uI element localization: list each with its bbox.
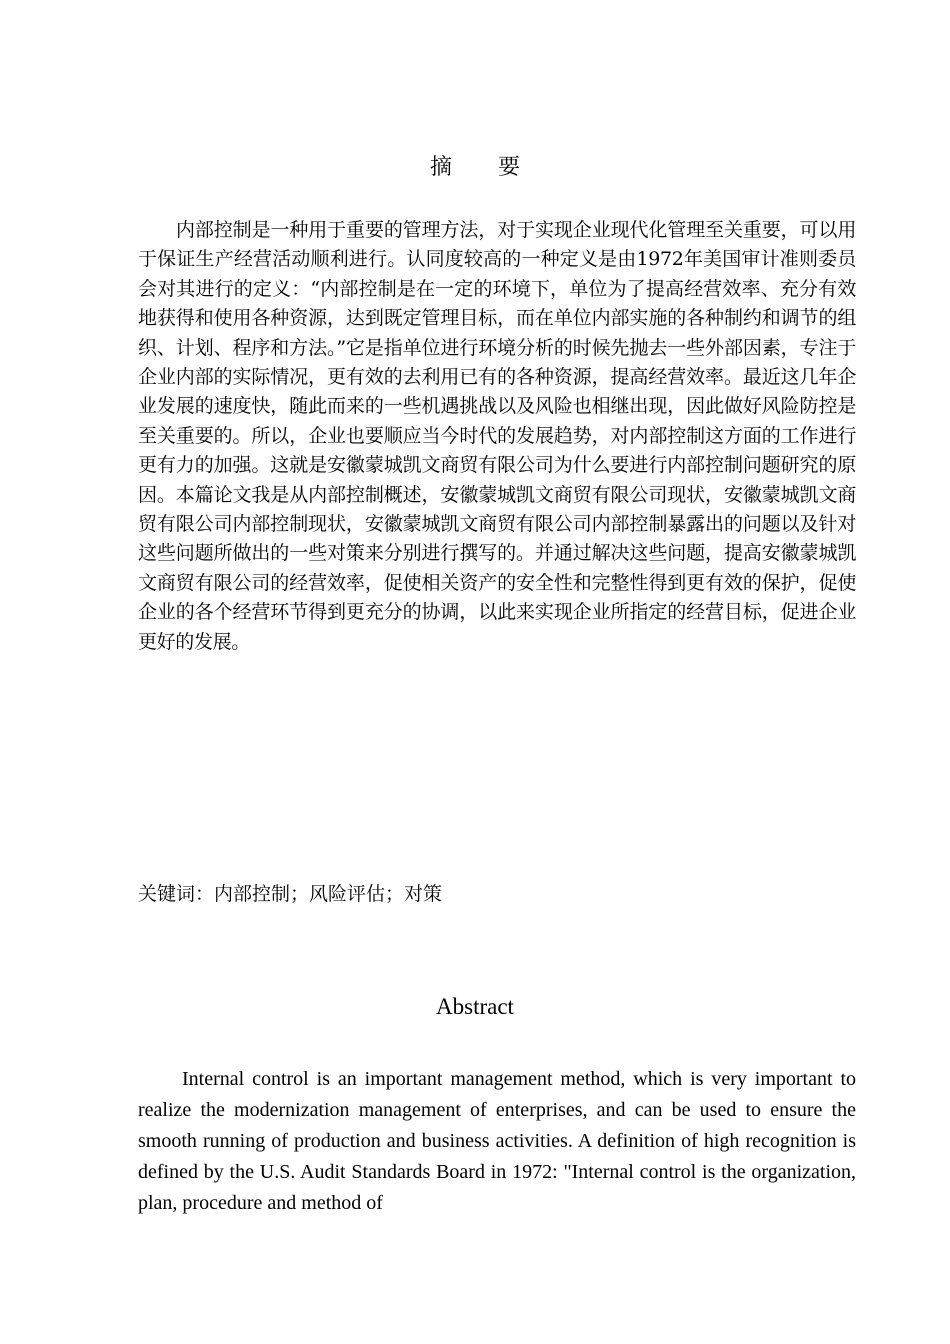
english-abstract-body: Internal control is an important management method, which is very important to realize the modernization management of enterprises, and can be used to ensure the smooth running of production and business activities. A definition of high recognition is defined by the U.S. Audit Standards Board in 1972: "Internal control is the organization, plan, procedure and method of	[138, 1068, 856, 1214]
keywords-line	[138, 880, 442, 908]
title-char-1: 摘	[429, 155, 452, 180]
chinese-abstract-body: 内部控制是一种用于重要的管理方法，对于实现企业现代化管理至关重要，可以用于保证生产经营活动顺利进行。认同度较高的一种定义是由1972年美国审计准则委员会对其进行的定义：“内部控制是在一定的环境下，单位为了提高经营效率、充分有效地获得和使用各种资源，达到既定管理目标，而在单位内部实施的各种制约和调节的组织、计划、程序和方法。”它是指单位进行环境分析的时候先抛去一些外部因素，专注于企业内部的实际情况，更有效的去利用已有的各种资源，提高经营效率。最近这几年企业发展的速度快，随此而来的一些机遇挑战以及风险也相继出现，因此做好风险防控是至关重要的。所以，企业也要顺应当今时代的发展趋势，对内部控制这方面的工作进行更有力的加强。这就是安徽蒙城凯文商贸有限公司为什么要进行内部控制问题研究的原因。本篇论文我是从内部控制概述，安徽蒙城凯文商贸有限公司现状，安徽蒙城凯文商贸有限公司内部控制现状，安徽蒙城凯文商贸有限公司内部控制暴露出的问题以及针对这些问题所做出的一些对策来分别进行撰写的。并通过解决这些问题，提高安徽蒙城凯文商贸有限公司的经营效率，促使相关资产的安全性和完整性得到更有效的保护，促使企业的各个经营环节得到更充分的协调，以此来实现企业所指定的经营目标，促进企业更好的发展。	[138, 219, 856, 653]
keywords-label: 关键词：	[138, 883, 215, 905]
title-char-2: 要	[498, 155, 521, 180]
keywords-value: 内部控制；风险评估；对策	[214, 883, 443, 905]
chinese-abstract-title	[0, 150, 950, 181]
english-abstract-title: Abstract	[436, 994, 514, 1019]
